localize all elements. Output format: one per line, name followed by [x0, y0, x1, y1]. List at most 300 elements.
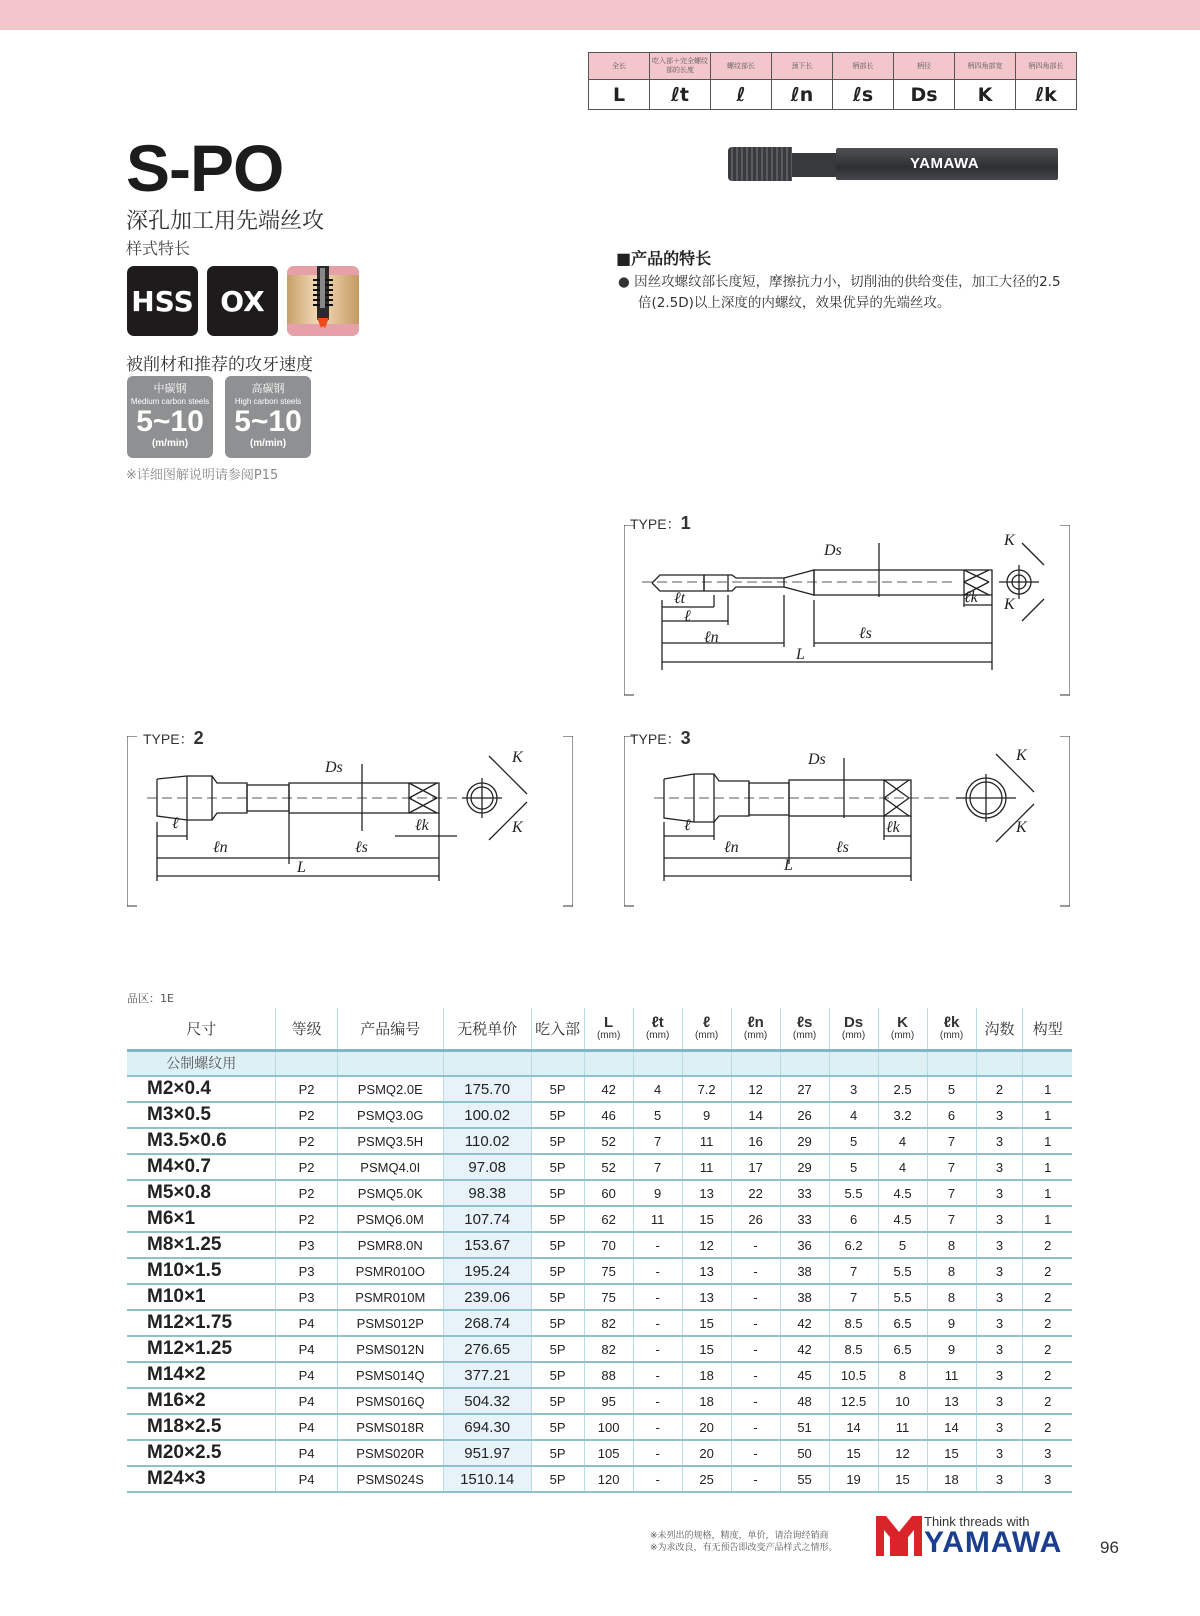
group-cell	[443, 1050, 531, 1076]
cell-price: 504.32	[443, 1388, 531, 1414]
cell-grade: P4	[276, 1310, 337, 1336]
cell-dim: 3	[976, 1414, 1023, 1440]
cell-dim: 48	[780, 1388, 829, 1414]
symbol-value: ℓs	[833, 80, 894, 110]
cell-chamfer: 5P	[531, 1206, 584, 1232]
table-row	[127, 1414, 1072, 1440]
cell-dim: 18	[682, 1388, 731, 1414]
cell-dim: 2	[1023, 1336, 1072, 1362]
cell-dim: 5	[829, 1128, 878, 1154]
table-row	[127, 1206, 1072, 1232]
cell-chamfer: 5P	[531, 1440, 584, 1466]
cell-dim: 33	[780, 1206, 829, 1232]
cell-code: PSMR8.0N	[337, 1232, 443, 1258]
type2-label	[143, 728, 204, 749]
symbol-desc: 颈下长	[772, 53, 833, 80]
cell-dim: 52	[584, 1128, 633, 1154]
cell-dim: 42	[584, 1076, 633, 1102]
type3-diagram	[624, 728, 1070, 911]
column-header	[633, 1008, 682, 1050]
cell-dim: 2	[1023, 1362, 1072, 1388]
footer-note: ※未列出的规格，精度，单价，请洽询经销商	[650, 1531, 829, 1541]
symbol-desc: 全长	[589, 53, 650, 80]
cell-dim: 3	[1023, 1466, 1072, 1492]
group-cell	[633, 1050, 682, 1076]
cell-dim: 10.5	[829, 1362, 878, 1388]
photo-brand: YAMAWA	[910, 155, 980, 172]
cell-dim: 3	[976, 1362, 1023, 1388]
cell-chamfer: 5P	[531, 1466, 584, 1492]
group-label: 公制螺纹用	[127, 1050, 276, 1076]
column-header: 构型	[1023, 1008, 1072, 1050]
cell-dim: 7.2	[682, 1076, 731, 1102]
column-symbol: ℓ	[702, 1014, 711, 1032]
type1-label	[630, 513, 691, 534]
cell-dim: 5	[829, 1154, 878, 1180]
cell-chamfer: 5P	[531, 1180, 584, 1206]
symbol-desc: 柄四角部宽	[955, 53, 1016, 80]
cell-chamfer: 5P	[531, 1102, 584, 1128]
cell-price: 276.65	[443, 1336, 531, 1362]
table-row	[127, 1362, 1072, 1388]
cell-size: M6×1	[127, 1206, 276, 1232]
cell-dim: 11	[682, 1128, 731, 1154]
cell-dim: 12.5	[829, 1388, 878, 1414]
cell-dim: 33	[780, 1180, 829, 1206]
cell-grade: P2	[276, 1180, 337, 1206]
cell-dim: -	[731, 1336, 780, 1362]
speed-value: 5~10	[234, 405, 302, 438]
cell-dim: 6.2	[829, 1232, 878, 1258]
reference-note: ※详细图解说明请参阅P15	[126, 468, 279, 483]
column-symbol: ℓt	[651, 1014, 664, 1032]
cell-code: PSMR010O	[337, 1258, 443, 1284]
ox-badge: OX	[207, 266, 278, 336]
cell-dim: 38	[780, 1258, 829, 1284]
column-symbol: K	[897, 1014, 908, 1032]
cell-price: 107.74	[443, 1206, 531, 1232]
cell-dim: 3	[976, 1284, 1023, 1310]
cell-dim: 8	[927, 1258, 976, 1284]
cell-dim: 1	[1023, 1128, 1072, 1154]
table-row	[127, 1154, 1072, 1180]
cell-dim: -	[633, 1466, 682, 1492]
column-header: 沟数	[976, 1008, 1023, 1050]
cell-size: M8×1.25	[127, 1232, 276, 1258]
cell-price: 110.02	[443, 1128, 531, 1154]
column-unit: (mm)	[645, 1030, 670, 1042]
features-heading: ■产品的特长	[616, 249, 712, 268]
cell-dim: 26	[780, 1102, 829, 1128]
cell-dim: 15	[682, 1310, 731, 1336]
cell-dim: 6	[829, 1206, 878, 1232]
symbol-value: ℓk	[1016, 80, 1077, 110]
yamawa-logo-icon	[876, 1516, 922, 1556]
cell-dim: 11	[633, 1206, 682, 1232]
group-cell	[682, 1050, 731, 1076]
group-cell	[531, 1050, 584, 1076]
svg-text:L: L	[784, 857, 793, 874]
cell-dim: 4	[878, 1154, 927, 1180]
group-cell	[829, 1050, 878, 1076]
type-number: 2	[193, 728, 204, 748]
speed-material-en: High carbon steels	[234, 397, 302, 406]
cell-dim: -	[731, 1440, 780, 1466]
cell-dim: 11	[878, 1414, 927, 1440]
cell-dim: 9	[633, 1180, 682, 1206]
cell-dim: -	[731, 1258, 780, 1284]
cell-dim: 6	[927, 1102, 976, 1128]
column-header	[878, 1008, 927, 1050]
cell-dim: 3	[976, 1102, 1023, 1128]
svg-text:Ds: Ds	[824, 542, 842, 559]
cell-dim: -	[731, 1232, 780, 1258]
type2-diagram	[127, 728, 573, 911]
cell-dim: 14	[731, 1102, 780, 1128]
cell-size: M5×0.8	[127, 1180, 276, 1206]
table-row	[127, 1388, 1072, 1414]
cell-dim: -	[633, 1310, 682, 1336]
table-row	[127, 1466, 1072, 1492]
column-unit: (mm)	[890, 1030, 915, 1042]
cell-dim: 3	[829, 1076, 878, 1102]
cell-dim: 5	[633, 1102, 682, 1128]
table-row	[127, 1440, 1072, 1466]
cell-dim: 15	[682, 1206, 731, 1232]
cell-dim: 50	[780, 1440, 829, 1466]
svg-text:ℓs: ℓs	[355, 839, 368, 856]
cell-dim: 4.5	[878, 1180, 927, 1206]
svg-text:ℓ: ℓ	[172, 815, 179, 832]
cell-dim: 29	[780, 1128, 829, 1154]
svg-text:ℓ: ℓ	[684, 608, 691, 625]
table-row	[127, 1232, 1072, 1258]
cell-price: 377.21	[443, 1362, 531, 1388]
cell-dim: 3	[976, 1440, 1023, 1466]
page-number: 96	[1100, 1538, 1119, 1557]
cell-dim: 11	[682, 1154, 731, 1180]
cell-code: PSMQ3.5H	[337, 1128, 443, 1154]
symbol-desc: 螺纹部长	[711, 53, 772, 80]
type-number: 1	[680, 513, 691, 533]
cell-dim: 12	[878, 1440, 927, 1466]
column-header: 无税单价	[443, 1008, 531, 1050]
cell-dim: 3	[1023, 1440, 1072, 1466]
cell-dim: 3	[976, 1466, 1023, 1492]
footer-note: ※为求改良，有无预告即改变产品样式之情形。	[650, 1543, 838, 1553]
cell-price: 1510.14	[443, 1466, 531, 1492]
symbol-desc: 柄部长	[833, 53, 894, 80]
cell-dim: 3	[976, 1206, 1023, 1232]
cell-grade: P2	[276, 1206, 337, 1232]
symbol-value: K	[955, 80, 1016, 110]
svg-text:L: L	[297, 859, 306, 876]
cell-grade: P4	[276, 1414, 337, 1440]
cell-code: PSMQ6.0M	[337, 1206, 443, 1232]
symbol-legend-table	[588, 52, 1077, 110]
cell-grade: P3	[276, 1258, 337, 1284]
cell-chamfer: 5P	[531, 1310, 584, 1336]
footer-notes	[650, 1530, 838, 1554]
group-cell	[976, 1050, 1023, 1076]
cell-dim: 8.5	[829, 1336, 878, 1362]
tap-product-photo	[728, 147, 1063, 181]
cell-dim: -	[731, 1466, 780, 1492]
svg-text:ℓn: ℓn	[724, 839, 739, 856]
cell-dim: 5	[878, 1232, 927, 1258]
type-prefix: TYPE：	[143, 731, 194, 747]
cell-price: 153.67	[443, 1232, 531, 1258]
cell-code: PSMQ2.0E	[337, 1076, 443, 1102]
column-header	[927, 1008, 976, 1050]
cell-dim: 70	[584, 1232, 633, 1258]
cell-dim: -	[633, 1258, 682, 1284]
cell-dim: -	[633, 1336, 682, 1362]
speed-material-en: Medium carbon steels	[130, 397, 210, 406]
column-symbol: ℓn	[747, 1014, 764, 1032]
cell-dim: 9	[682, 1102, 731, 1128]
svg-text:K: K	[512, 749, 523, 766]
cell-dim: 6.5	[878, 1336, 927, 1362]
cell-dim: 4	[878, 1128, 927, 1154]
type-prefix: TYPE：	[630, 731, 681, 747]
tagline: Think threads with	[924, 1514, 1030, 1529]
cell-dim: 19	[829, 1466, 878, 1492]
cell-dim: 15	[682, 1336, 731, 1362]
svg-text:Ds: Ds	[325, 759, 343, 776]
cell-dim: 13	[927, 1388, 976, 1414]
svg-text:K: K	[1016, 819, 1027, 836]
cell-dim: 27	[780, 1076, 829, 1102]
column-unit: (mm)	[743, 1030, 768, 1042]
cell-size: M4×0.7	[127, 1154, 276, 1180]
column-header	[584, 1008, 633, 1050]
group-cell	[878, 1050, 927, 1076]
cell-dim: 7	[927, 1206, 976, 1232]
cell-size: M20×2.5	[127, 1440, 276, 1466]
cell-code: PSMS012P	[337, 1310, 443, 1336]
symbol-value: L	[589, 80, 650, 110]
cell-chamfer: 5P	[531, 1232, 584, 1258]
cell-dim: -	[731, 1362, 780, 1388]
speed-value: 5~10	[136, 405, 204, 438]
svg-text:K: K	[1004, 596, 1015, 613]
cell-code: PSMQ4.0I	[337, 1154, 443, 1180]
cell-dim: -	[731, 1414, 780, 1440]
svg-text:ℓk: ℓk	[415, 817, 429, 834]
cell-dim: 4	[829, 1102, 878, 1128]
cell-dim: 25	[682, 1466, 731, 1492]
cell-chamfer: 5P	[531, 1076, 584, 1102]
column-header	[731, 1008, 780, 1050]
cell-dim: -	[731, 1388, 780, 1414]
cell-dim: 1	[1023, 1102, 1072, 1128]
cell-chamfer: 5P	[531, 1388, 584, 1414]
cell-dim: 12	[731, 1076, 780, 1102]
cell-dim: 2	[1023, 1284, 1072, 1310]
cell-dim: 38	[780, 1284, 829, 1310]
cell-dim: 75	[584, 1284, 633, 1310]
cell-chamfer: 5P	[531, 1336, 584, 1362]
cell-dim: 52	[584, 1154, 633, 1180]
cell-dim: 17	[731, 1154, 780, 1180]
cell-code: PSMS024S	[337, 1466, 443, 1492]
type1-diagram	[624, 513, 1070, 700]
svg-text:ℓs: ℓs	[859, 625, 872, 642]
cell-dim: 7	[633, 1128, 682, 1154]
speed-box-medium-carbon	[127, 376, 213, 458]
cell-size: M14×2	[127, 1362, 276, 1388]
product-subtitle: 深孔加工用先端丝攻	[126, 209, 325, 234]
cell-dim: 7	[633, 1154, 682, 1180]
cell-dim: 26	[731, 1206, 780, 1232]
type-prefix: TYPE：	[630, 516, 681, 532]
cell-size: M24×3	[127, 1466, 276, 1492]
cell-size: M3×0.5	[127, 1102, 276, 1128]
cell-code: PSMS016Q	[337, 1388, 443, 1414]
column-header: 吃入部	[531, 1008, 584, 1050]
cell-dim: 18	[682, 1362, 731, 1388]
cell-size: M18×2.5	[127, 1414, 276, 1440]
svg-text:Ds: Ds	[808, 751, 826, 768]
svg-text:K: K	[1016, 747, 1027, 764]
cell-dim: 1	[1023, 1180, 1072, 1206]
cell-dim: 9	[927, 1310, 976, 1336]
cell-dim: 2.5	[878, 1076, 927, 1102]
cell-dim: 1	[1023, 1076, 1072, 1102]
cell-chamfer: 5P	[531, 1284, 584, 1310]
cell-dim: -	[633, 1414, 682, 1440]
cell-dim: 42	[780, 1336, 829, 1362]
column-unit: (mm)	[841, 1030, 866, 1042]
column-header: 尺寸	[127, 1008, 276, 1050]
cell-code: PSMS020R	[337, 1440, 443, 1466]
cell-dim: 7	[927, 1128, 976, 1154]
cell-dim: 3	[976, 1154, 1023, 1180]
cell-dim: 2	[976, 1076, 1023, 1102]
column-symbol: ℓk	[943, 1014, 960, 1032]
cell-dim: 8	[878, 1362, 927, 1388]
cell-dim: 75	[584, 1258, 633, 1284]
column-header	[780, 1008, 829, 1050]
speed-box-high-carbon	[225, 376, 311, 458]
svg-text:L: L	[796, 646, 805, 663]
column-symbol: Ds	[843, 1014, 864, 1032]
cell-dim: 62	[584, 1206, 633, 1232]
cell-dim: 42	[780, 1310, 829, 1336]
product-title: S-PO	[126, 131, 284, 205]
type-number: 3	[680, 728, 691, 748]
cell-dim: 3	[976, 1336, 1023, 1362]
type3-label	[630, 728, 691, 749]
svg-text:ℓs: ℓs	[836, 839, 849, 856]
symbol-desc: 吃入部＋完全螺纹部的长度	[650, 53, 711, 80]
cell-dim: -	[633, 1232, 682, 1258]
cell-dim: 3	[976, 1258, 1023, 1284]
table-row	[127, 1336, 1072, 1362]
cell-dim: 8.5	[829, 1310, 878, 1336]
cell-grade: P3	[276, 1284, 337, 1310]
table-row	[127, 1102, 1072, 1128]
area-label: 品区：1E	[127, 992, 174, 1005]
cell-dim: 16	[731, 1128, 780, 1154]
cell-dim: -	[731, 1310, 780, 1336]
cell-dim: 2	[1023, 1232, 1072, 1258]
cell-dim: 46	[584, 1102, 633, 1128]
cell-chamfer: 5P	[531, 1128, 584, 1154]
column-header	[682, 1008, 731, 1050]
cell-dim: 11	[927, 1362, 976, 1388]
cell-grade: P4	[276, 1466, 337, 1492]
cell-dim: 8	[927, 1232, 976, 1258]
cell-dim: 36	[780, 1232, 829, 1258]
cell-dim: 51	[780, 1414, 829, 1440]
cell-dim: 4	[633, 1076, 682, 1102]
cell-dim: 14	[927, 1414, 976, 1440]
cell-dim: 13	[682, 1180, 731, 1206]
features-text: ● 因丝攻螺纹部长度短，摩擦抗力小，切削油的供给变佳，加工大径的2.5倍(2.5D)以上深度的内螺纹，效果优异的先端丝攻。	[618, 274, 1061, 311]
group-cell	[731, 1050, 780, 1076]
cell-code: PSMQ5.0K	[337, 1180, 443, 1206]
hss-badge: HSS	[127, 266, 198, 336]
svg-text:ℓk: ℓk	[964, 589, 978, 606]
cell-dim: 9	[927, 1336, 976, 1362]
cell-grade: P3	[276, 1232, 337, 1258]
column-symbol: ℓs	[796, 1014, 813, 1032]
spec-table	[127, 1008, 1072, 1493]
cell-code: PSMR010M	[337, 1284, 443, 1310]
cell-dim: 1	[1023, 1206, 1072, 1232]
group-cell	[584, 1050, 633, 1076]
cell-dim: -	[633, 1284, 682, 1310]
cell-dim: 88	[584, 1362, 633, 1388]
speed-material-cn: 高碳钢	[251, 382, 285, 395]
cell-dim: 5.5	[878, 1284, 927, 1310]
cell-code: PSMQ3.0G	[337, 1102, 443, 1128]
column-symbol: L	[604, 1014, 614, 1032]
cell-dim: 7	[829, 1284, 878, 1310]
column-unit: (mm)	[694, 1030, 719, 1042]
column-unit: (mm)	[939, 1030, 964, 1042]
cell-dim: 1	[1023, 1154, 1072, 1180]
table-row	[127, 1076, 1072, 1102]
cell-size: M10×1.5	[127, 1258, 276, 1284]
cell-dim: 13	[682, 1284, 731, 1310]
cell-dim: 3	[976, 1310, 1023, 1336]
cell-grade: P4	[276, 1388, 337, 1414]
cell-size: M16×2	[127, 1388, 276, 1414]
cell-chamfer: 5P	[531, 1414, 584, 1440]
cell-dim: 18	[927, 1466, 976, 1492]
table-row	[127, 1258, 1072, 1284]
cell-price: 951.97	[443, 1440, 531, 1466]
symbol-desc: 柄径	[894, 53, 955, 80]
cell-dim: 100	[584, 1414, 633, 1440]
cell-dim: -	[731, 1284, 780, 1310]
table-row	[127, 1128, 1072, 1154]
cell-size: M12×1.75	[127, 1310, 276, 1336]
cell-price: 97.08	[443, 1154, 531, 1180]
header-band	[0, 0, 1200, 30]
cell-dim: 95	[584, 1388, 633, 1414]
speed-title: 被削材和推荐的攻牙速度	[126, 355, 313, 375]
cell-dim: 14	[829, 1414, 878, 1440]
cell-price: 100.02	[443, 1102, 531, 1128]
cell-dim: 3	[976, 1180, 1023, 1206]
cell-grade: P4	[276, 1440, 337, 1466]
cell-dim: 7	[927, 1180, 976, 1206]
symbol-desc: 柄四角部长	[1016, 53, 1077, 80]
